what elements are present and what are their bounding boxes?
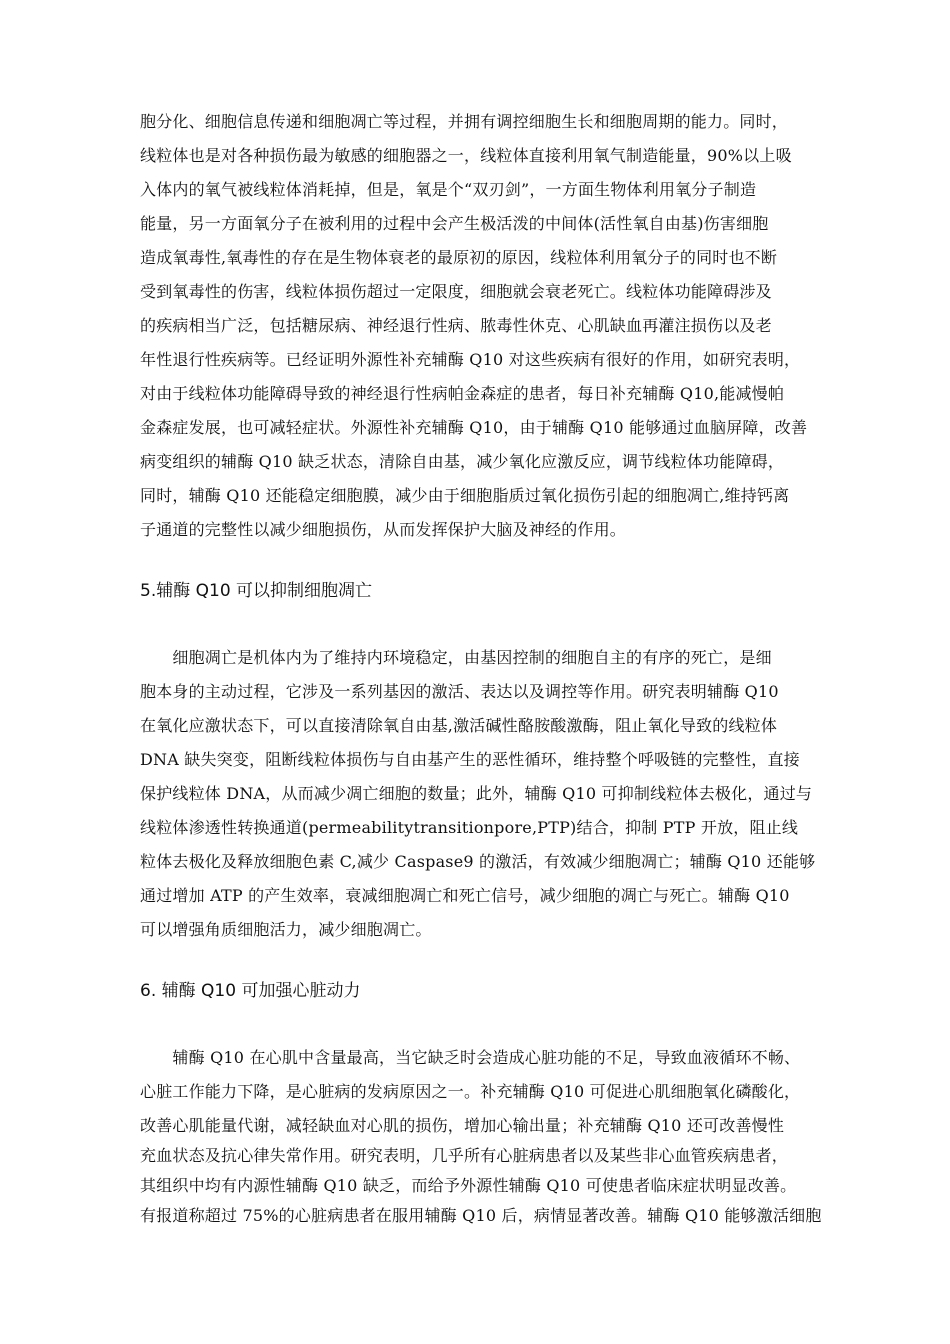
text-line: 同时，辅酶 Q10 还能稳定细胞膜，减少由于细胞脂质过氧化损伤引起的细胞凋亡,维持钙离 [140, 486, 790, 505]
text-line: 造成氧毒性,氧毒性的存在是生物体衰老的最原初的原因，线粒体利用氧分子的同时也不断 [140, 248, 778, 267]
text-line: 保护线粒体 DNA，从而减少凋亡细胞的数量；此外，辅酶 Q10 可抑制线粒体去极化，通过与 [140, 784, 813, 803]
text-line: 的疾病相当广泛，包括糖尿病、神经退行性病、脓毒性休克、心肌缺血再灌注损伤以及老 [140, 316, 772, 335]
text-line: 线粒体渗透性转换通道(permeabilitytransitionpore,PTP)结合，抑制 PTP 开放，阻止线 [140, 818, 799, 837]
text-line: 金森症发展，也可减轻症状。外源性补充辅酶 Q10，由于辅酶 Q10 能够通过血脑屏障，改善 [140, 418, 808, 437]
text-line: 其组织中均有内源性辅酶 Q10 缺乏，而给予外源性辅酶 Q10 可使患者临床症状明显改善。 [140, 1176, 797, 1195]
text-line: 年性退行性疾病等。已经证明外源性补充辅酶 Q10 对这些疾病有很好的作用，如研究表明， [140, 350, 801, 369]
text-line: 可以增强角质细胞活力，减少细胞凋亡。 [140, 920, 432, 939]
text-line: 粒体去极化及释放细胞色素 C,减少 Caspase9 的激活，有效减少细胞凋亡；辅酶 Q10 还能够 [140, 852, 816, 871]
text-line: 细胞凋亡是机体内为了维持内环境稳定，由基因控制的细胞自主的有序的死亡，是细 [140, 648, 772, 667]
text-line: 病变组织的辅酶 Q10 缺乏状态，清除自由基，减少氧化应激反应，调节线粒体功能障碍， [140, 452, 785, 471]
text-line: 心脏工作能力下降，是心脏病的发病原因之一。补充辅酶 Q10 可促进心肌细胞氧化磷酸化， [140, 1082, 801, 1101]
text-line: 能量，另一方面氧分子在被利用的过程中会产生极活泼的中间体(活性氧自由基)伤害细胞 [140, 214, 769, 233]
text-line: 辅酶 Q10 在心肌中含量最高，当它缺乏时会造成心脏功能的不足，导致血液循环不畅、 [140, 1048, 801, 1067]
text-line: 受到氧毒性的伤害，线粒体损伤超过一定限度，细胞就会衰老死亡。线粒体功能障碍涉及 [140, 282, 772, 301]
text-line: 入体内的氧气被线粒体消耗掉，但是，氧是个“双刃剑”，一方面生物体利用氧分子制造 [140, 180, 757, 199]
text-line: 对由于线粒体功能障碍导致的神经退行性病帕金森症的患者，每日补充辅酶 Q10,能减慢帕 [140, 384, 785, 403]
text-line: 胞本身的主动过程，它涉及一系列基因的激活、表达以及调控等作用。研究表明辅酶 Q10 [140, 682, 779, 701]
section-heading-6: 6. 辅酶 Q10 可加强心脏动力 [140, 981, 361, 1001]
text-line: 通过增加 ATP 的产生效率，衰减细胞凋亡和死亡信号，减少细胞的凋亡与死亡。辅酶 Q10 [140, 886, 790, 905]
text-line: 胞分化、细胞信息传递和细胞凋亡等过程，并拥有调控细胞生长和细胞周期的能力。同时， [140, 112, 789, 131]
text-line: 线粒体也是对各种损伤最为敏感的细胞器之一，线粒体直接利用氧气制造能量，90%以上吸 [140, 146, 792, 165]
text-line: 在氧化应激状态下，可以直接清除氧自由基,激活碱性酪胺酸激酶，阻止氧化导致的线粒体 [140, 716, 778, 735]
text-line: 有报道称超过 75%的心脏病患者在服用辅酶 Q10 后，病情显著改善。辅酶 Q10 能够激活细胞 [140, 1206, 822, 1225]
text-line: 充血状态及抗心律失常作用。研究表明，几乎所有心脏病患者以及某些非心血管疾病患者， [140, 1146, 789, 1165]
text-line: 子通道的完整性以减少细胞损伤，从而发挥保护大脑及神经的作用。 [140, 520, 627, 539]
text-line: DNA 缺失突变，阻断线粒体损伤与自由基产生的恶性循环，维持整个呼吸链的完整性，直接 [140, 750, 800, 769]
section-heading-5: 5.辅酶 Q10 可以抑制细胞凋亡 [140, 581, 373, 601]
text-line: 改善心肌能量代谢，减轻缺血对心肌的损伤，增加心输出量；补充辅酶 Q10 还可改善慢性 [140, 1116, 785, 1135]
